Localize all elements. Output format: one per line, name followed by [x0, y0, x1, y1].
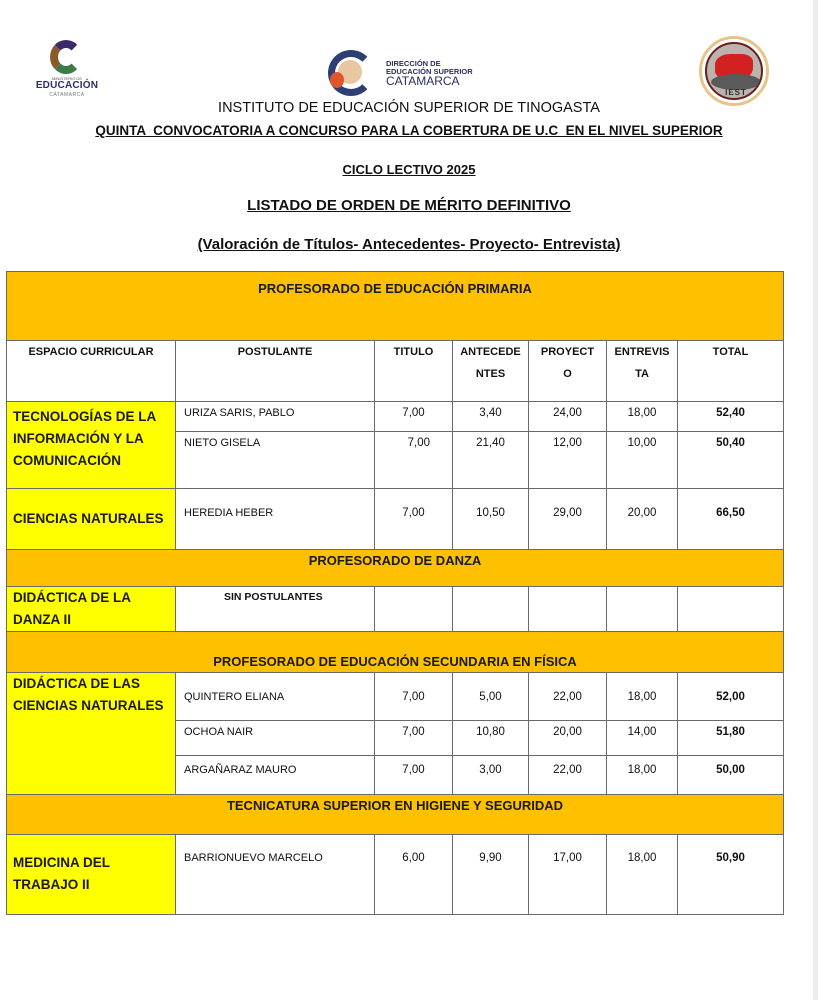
postulante-cell: OCHOA NAIR: [176, 721, 375, 756]
program-title: PROFESORADO DE EDUCACIÓN PRIMARIA: [258, 281, 532, 296]
col-header-titulo: [375, 341, 453, 402]
titulo-cell: [375, 587, 453, 632]
logo-center-line2: EDUCACIÓN SUPERIOR: [386, 67, 473, 76]
cycle-title: CICLO LECTIVO 2025: [342, 162, 476, 177]
program-band: [7, 795, 784, 835]
table-row: [7, 587, 784, 632]
program-band: [7, 550, 784, 587]
total-cell: 50,90: [678, 835, 784, 915]
seal-inner-icon: [705, 42, 763, 100]
area-cell: DIDÁCTICA DE LAS CIENCIAS NATURALES: [7, 673, 176, 795]
entrevista-cell: 18,00: [607, 673, 678, 721]
postulante-cell: HEREDIA HEBER: [176, 489, 375, 550]
proyecto-cell: 12,00: [529, 432, 607, 489]
col-header-antecedentes-line2: NTES: [475, 368, 506, 380]
total-cell: 52,40: [678, 402, 784, 432]
entrevista-cell: 18,00: [607, 756, 678, 795]
col-header-proyecto: [529, 341, 607, 402]
proyecto-cell: 22,00: [529, 756, 607, 795]
total-cell: 50,00: [678, 756, 784, 795]
logo-left-line1: MINISTERIO DE: [51, 76, 82, 81]
c-mark-icon: [50, 40, 82, 74]
proyecto-cell: 29,00: [529, 489, 607, 550]
antecedentes-cell: 21,40: [453, 432, 529, 489]
entrevista-cell: 14,00: [607, 721, 678, 756]
program-title: TECNICATURA SUPERIOR EN HIGIENE Y SEGURIDAD: [226, 798, 564, 813]
area-cell: CIENCIAS NATURALES: [7, 489, 176, 550]
col-header-postulante-label: POSTULANTE: [237, 346, 313, 358]
col-header-antecedentes-line1: ANTECEDE: [460, 346, 521, 358]
proyecto-cell: [529, 587, 607, 632]
program-band-row: [7, 795, 784, 835]
postulante-cell: URIZA SARIS, PABLO: [176, 402, 375, 432]
postulante-cell: BARRIONUEVO MARCELO: [176, 835, 375, 915]
titulo-cell: 6,00: [375, 835, 453, 915]
table-row: [7, 489, 784, 550]
table-row: [7, 673, 784, 721]
col-header-antecedentes: [453, 341, 529, 402]
merit-table: [6, 271, 784, 915]
titulo-cell: 7,00: [375, 673, 453, 721]
col-header-total-label: TOTAL: [712, 346, 749, 358]
col-header-entrevista: [607, 341, 678, 402]
total-cell: 66,50: [678, 489, 784, 550]
entrevista-cell: 18,00: [607, 835, 678, 915]
antecedentes-cell: 9,90: [453, 835, 529, 915]
total-cell: 51,80: [678, 721, 784, 756]
table-row: [7, 402, 784, 432]
column-header-row: [7, 341, 784, 402]
iest-seal-logo: [699, 36, 769, 106]
col-header-total: [678, 341, 784, 402]
total-cell: 52,00: [678, 673, 784, 721]
antecedentes-cell: 5,00: [453, 673, 529, 721]
area-cell: MEDICINA DEL TRABAJO II: [7, 835, 176, 915]
call-title: QUINTA CONVOCATORIA A CONCURSO PARA LA COBERTURA DE U.C EN EL NIVEL SUPERIOR: [95, 123, 723, 138]
scrollbar-track[interactable]: [813, 0, 818, 1000]
flame-icon: [330, 72, 344, 88]
area-cell: DIDÁCTICA DE LA DANZA II: [7, 587, 176, 632]
criteria-subtitle: (Valoración de Títulos- Antecedentes- Proyecto- Entrevista): [197, 236, 621, 253]
postulante-cell: NIETO GISELA: [176, 432, 375, 489]
titulo-cell: 7,00: [375, 489, 453, 550]
postulante-cell: ARGAÑARAZ MAURO: [176, 756, 375, 795]
list-title: LISTADO DE ORDEN DE MÉRITO DEFINITIVO: [247, 197, 571, 214]
col-header-espacio: [7, 341, 176, 402]
logo-center-line1: DIRECCIÓN DE: [386, 59, 441, 68]
antecedentes-cell: 3,00: [453, 756, 529, 795]
entrevista-cell: [607, 587, 678, 632]
proyecto-cell: 17,00: [529, 835, 607, 915]
proyecto-cell: 24,00: [529, 402, 607, 432]
seal-acronym: IEST: [725, 88, 747, 97]
antecedentes-cell: 3,40: [453, 402, 529, 432]
direccion-educacion-superior-logo: [328, 48, 488, 100]
postulante-cell: QUINTERO ELIANA: [176, 673, 375, 721]
program-band-row: [7, 632, 784, 673]
col-header-postulante: [176, 341, 375, 402]
col-header-entrevista-line2: TA: [635, 368, 649, 380]
titulo-cell: 7,00: [375, 756, 453, 795]
total-cell: 50,40: [678, 432, 784, 489]
program-title: PROFESORADO DE EDUCACIÓN SECUNDARIA EN FÍSICA: [213, 654, 577, 669]
program-band-row: [7, 550, 784, 587]
antecedentes-cell: 10,50: [453, 489, 529, 550]
col-header-espacio-label: ESPACIO CURRICULAR: [28, 346, 154, 358]
entrevista-cell: 10,00: [607, 432, 678, 489]
institute-title: INSTITUTO DE EDUCACIÓN SUPERIOR DE TINOGASTA: [218, 100, 600, 116]
col-header-proyecto-line2: O: [563, 368, 572, 380]
proyecto-cell: 20,00: [529, 721, 607, 756]
postulante-cell: SIN POSTULANTES: [176, 587, 375, 632]
titulo-cell: 7,00: [375, 721, 453, 756]
col-header-entrevista-line1: ENTREVIS: [614, 346, 670, 358]
program-band: [7, 272, 784, 341]
program-band: [7, 632, 784, 673]
ministerio-educacion-logo: [28, 38, 106, 104]
titulo-cell: 7,00: [375, 402, 453, 432]
col-header-titulo-label: TITULO: [393, 346, 434, 358]
program-band-row: [7, 272, 784, 341]
logo-left-line3: CATAMARCA: [49, 92, 85, 98]
logo-center-line3: CATAMARCA: [386, 74, 460, 88]
titulo-cell: 7,00: [375, 432, 453, 489]
antecedentes-cell: [453, 587, 529, 632]
col-header-proyecto-line1: PROYECT: [540, 346, 595, 358]
program-title: PROFESORADO DE DANZA: [308, 553, 482, 568]
entrevista-cell: 20,00: [607, 489, 678, 550]
proyecto-cell: 22,00: [529, 673, 607, 721]
antecedentes-cell: 10,80: [453, 721, 529, 756]
entrevista-cell: 18,00: [607, 402, 678, 432]
total-cell: [678, 587, 784, 632]
table-row: [7, 835, 784, 915]
area-cell: TECNOLOGÍAS DE LA INFORMACIÓN Y LA COMUNICACIÓN: [7, 402, 176, 489]
logo-left-line2: EDUCACIÓN: [35, 80, 99, 91]
